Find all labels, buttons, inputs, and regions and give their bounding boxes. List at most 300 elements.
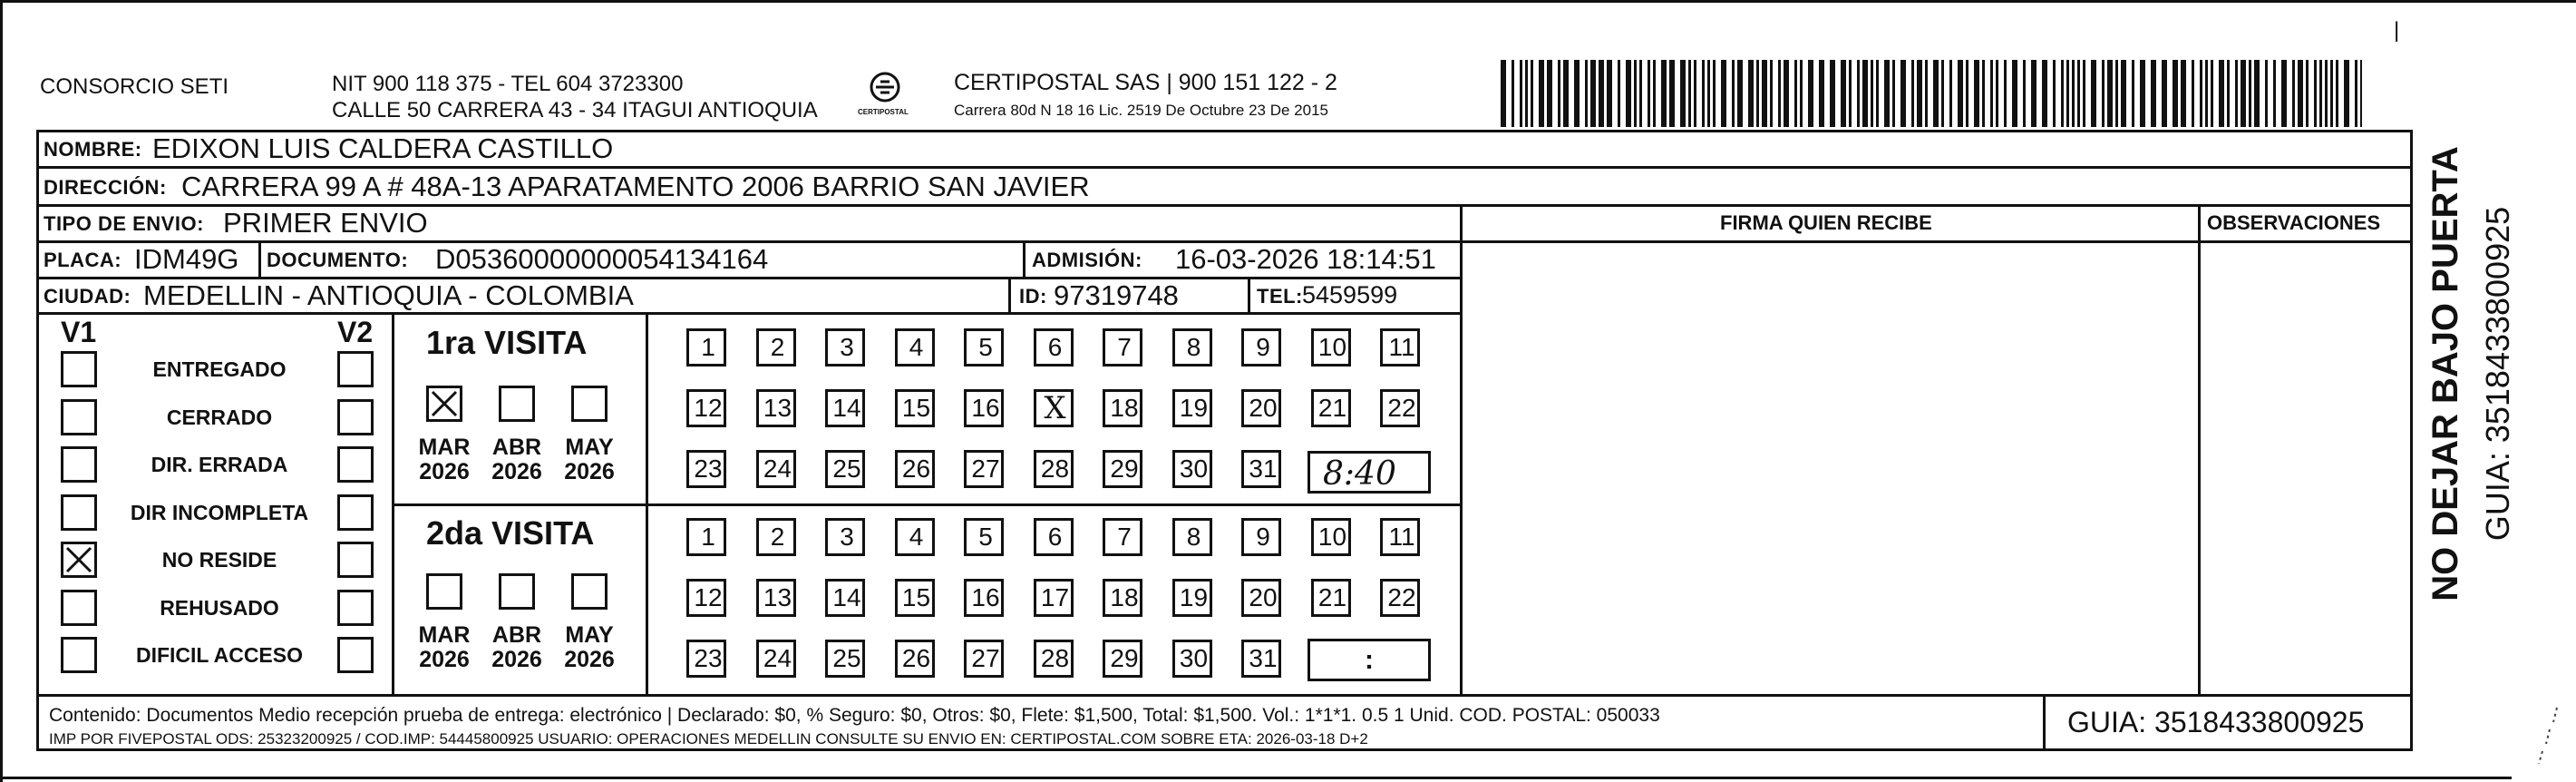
barcode-bar [1539, 60, 1544, 127]
status-label: DIFICIL ACCESO [135, 643, 303, 667]
barcode-bar [1639, 60, 1642, 127]
day-number: 13 [763, 394, 792, 422]
status-label: ENTREGADO [152, 357, 287, 381]
month-year: 2026 [491, 647, 542, 672]
barcode-bar [2053, 60, 2056, 127]
city-label: CIUDAD: [44, 285, 131, 308]
v2-header: V2 [337, 316, 374, 348]
barcode-bar [1501, 60, 1506, 127]
barcode-bar [2325, 60, 2328, 127]
day-box[interactable] [1241, 389, 1281, 427]
barcode-bar [1661, 60, 1667, 127]
day-number: 2 [770, 523, 785, 551]
footer-guia: GUIA: 3518433800925 [2067, 706, 2365, 738]
month-name: ABR [491, 622, 542, 648]
tel-value: 5459599 [1302, 281, 1398, 308]
day-box[interactable] [1241, 450, 1281, 488]
visit2-time-box [1307, 639, 1431, 681]
day-box[interactable] [1172, 328, 1212, 367]
day-box[interactable] [1380, 518, 1420, 556]
barcode-bar [1618, 60, 1620, 127]
day-number: 12 [694, 394, 723, 422]
day-number: 26 [901, 644, 931, 672]
barcode-bar [1996, 60, 1998, 127]
handwritten-mark [2530, 704, 2566, 767]
barcode-bar [2004, 60, 2007, 127]
barcode-bar [1585, 60, 1588, 127]
day-number: 5 [978, 333, 993, 361]
barcode-bar [2200, 60, 2202, 127]
barcode-bar [1974, 60, 1979, 127]
barcode-bar [1794, 60, 1797, 127]
barcode-bar [1590, 60, 1596, 127]
barcode-bar [2162, 60, 2167, 127]
day-number: 16 [971, 583, 1000, 611]
barcode-bar [1707, 60, 1710, 127]
day-number: 21 [1317, 394, 1347, 422]
barcode-bar [1857, 60, 1860, 127]
barcode-bar [1982, 60, 1985, 127]
barcode-bar [2031, 60, 2036, 127]
barcode-bar [2360, 60, 2362, 127]
visit1-title: 1ra VISITA [426, 324, 588, 361]
month-year: 2026 [564, 459, 615, 484]
day-number: 28 [1040, 455, 1070, 483]
month-checkbox[interactable] [571, 386, 608, 422]
day-box[interactable] [1103, 450, 1142, 488]
month-name: ABR [491, 435, 542, 460]
day-box[interactable] [964, 328, 1004, 367]
barcode-bar [1732, 60, 1735, 127]
document-value: D05360000000054134164 [435, 243, 769, 275]
day-number: 21 [1317, 583, 1347, 611]
visit-split-line [392, 503, 1462, 506]
day-box[interactable] [1103, 640, 1142, 678]
day-number: 20 [1249, 583, 1278, 611]
barcode-bar [2265, 60, 2268, 127]
barcode-bar [1574, 60, 1580, 127]
barcode-bar [1737, 60, 1743, 127]
day-number: 24 [763, 644, 792, 672]
day-box[interactable] [825, 389, 865, 427]
month-label [562, 623, 617, 672]
day-number: 8 [1186, 523, 1201, 551]
contents-line: Contenido: Documentos Medio recepción prueba de entrega: electrónico | Declarado: $0, % Seguro: $0, Otros: $0, Flete: $1,500, Total: $1,500. Vol.: 1*1*1. 0.5 1 Unid. COD. POSTAL: 050033 [49, 705, 1660, 726]
company-name: CONSORCIO SETI [40, 74, 229, 99]
month-name: MAY [565, 435, 614, 460]
day-number: 18 [1110, 394, 1139, 422]
day-number: 9 [1256, 333, 1270, 361]
barcode-bar [1770, 60, 1773, 127]
barcode-bar [1862, 60, 1868, 127]
barcode-bar [2235, 60, 2238, 127]
day-number: 4 [909, 333, 924, 361]
barcode-bar [1849, 60, 1852, 127]
month-checkbox[interactable] [426, 573, 462, 610]
barcode-bar [1819, 60, 1824, 127]
v-line-footer [2043, 694, 2046, 751]
day-box[interactable] [964, 640, 1004, 678]
day-box[interactable] [1034, 579, 1074, 617]
day-box[interactable] [1103, 328, 1142, 367]
day-box[interactable] [825, 640, 865, 678]
day-box[interactable] [1172, 640, 1212, 678]
barcode-bar [1892, 60, 1895, 127]
day-box[interactable] [1241, 518, 1281, 556]
day-number: 29 [1110, 644, 1139, 672]
address-label: DIRECCIÓN: [44, 176, 167, 199]
day-box[interactable] [895, 450, 935, 488]
day-box[interactable] [756, 450, 796, 488]
day-box[interactable] [756, 328, 796, 367]
status-label: REHUSADO [160, 595, 279, 620]
day-box[interactable] [1311, 389, 1351, 427]
barcode-bar [2205, 60, 2208, 127]
barcode-bar [1925, 60, 1928, 127]
month-checkbox[interactable] [571, 573, 608, 610]
day-number: 25 [832, 455, 861, 483]
barcode-bar [2249, 60, 2251, 127]
day-box[interactable] [964, 389, 1004, 427]
day-number: 23 [694, 455, 723, 483]
month-label [490, 435, 544, 484]
day-box[interactable] [756, 389, 796, 427]
day-box[interactable] [895, 328, 935, 367]
day-number: 7 [1117, 333, 1132, 361]
visit2-title: 2da VISITA [426, 514, 595, 552]
month-year: 2026 [419, 459, 470, 484]
barcode-bar [1688, 60, 1691, 127]
day-number: 19 [1179, 583, 1209, 611]
visit1-time-box [1307, 451, 1431, 494]
admission-label: ADMISIÓN: [1032, 249, 1142, 271]
day-box[interactable] [1034, 389, 1074, 427]
barcode-bar [2306, 60, 2309, 127]
month-name: MAR [418, 435, 471, 460]
day-number: 27 [971, 455, 1000, 483]
day-number: 8 [1186, 333, 1201, 361]
day-number: 22 [1387, 583, 1416, 611]
day-number: 12 [694, 583, 723, 611]
barcode-bar [1599, 60, 1604, 127]
barcode-bar [1756, 60, 1759, 127]
day-box[interactable] [1034, 328, 1074, 367]
status-label: CERRADO [166, 405, 273, 429]
status-label: DIR INCOMPLETA [130, 500, 309, 524]
day-number: 11 [1388, 333, 1415, 361]
day-box[interactable] [686, 640, 726, 678]
barcode-bar [2273, 60, 2276, 127]
month-checkbox[interactable] [426, 386, 462, 422]
day-box[interactable] [686, 389, 726, 427]
barcode-bar [1871, 60, 1873, 127]
day-box[interactable] [1034, 450, 1074, 488]
day-number: 4 [909, 523, 924, 551]
admission-value: 16-03-2026 18:14:51 [1175, 243, 1436, 275]
day-number: 3 [840, 333, 854, 361]
side-guia: GUIA: 3518433800925 [2479, 206, 2516, 542]
month-checkbox[interactable] [499, 386, 535, 422]
barcode-bar [1531, 60, 1533, 127]
id-divider [1248, 277, 1250, 313]
barcode-bar [2330, 60, 2333, 127]
day-number: 14 [832, 583, 861, 611]
day-box[interactable] [1311, 518, 1351, 556]
month-year: 2026 [491, 459, 542, 484]
v-line-observations [2198, 204, 2201, 696]
barcode-bar [2023, 60, 2026, 127]
barcode-bar [1721, 60, 1726, 127]
address-line: CALLE 50 CARRERA 43 - 34 ITAGUI ANTIOQUIA [332, 98, 818, 122]
day-box[interactable] [1241, 328, 1281, 367]
barcode-bar [2241, 60, 2246, 127]
month-label [562, 435, 617, 484]
month-label [417, 435, 471, 484]
id-label: ID: [1019, 285, 1047, 308]
barcode-bar [2314, 60, 2317, 127]
day-box[interactable] [1380, 328, 1420, 367]
barcode-bar [1778, 60, 1781, 127]
day-box[interactable] [895, 640, 935, 678]
page-bottom-border [0, 777, 2512, 779]
day-box[interactable] [1034, 518, 1074, 556]
barcode-bar [2344, 60, 2349, 127]
day-number: 27 [971, 644, 1000, 672]
day-number: 30 [1179, 455, 1209, 483]
barcode-bar [2151, 60, 2156, 127]
barcode-bar [1784, 60, 1789, 127]
day-box[interactable] [686, 450, 726, 488]
day-box[interactable] [686, 518, 726, 556]
observations-header: OBSERVACIONES [2207, 211, 2381, 234]
day-box[interactable] [895, 579, 935, 617]
doc-divider [1023, 240, 1026, 278]
barcode-bar [1512, 60, 1514, 127]
city-value: MEDELLIN - ANTIOQUIA - COLOMBIA [143, 279, 634, 311]
day-number: 22 [1387, 394, 1416, 422]
barcode-bar [2227, 60, 2230, 127]
barcode-bar [1680, 60, 1686, 127]
day-box[interactable] [1172, 579, 1212, 617]
day-number: 15 [901, 583, 931, 611]
day-number: 25 [832, 644, 861, 672]
day-box[interactable] [1103, 579, 1142, 617]
day-number: 13 [763, 583, 792, 611]
barcode-bar [2140, 60, 2145, 127]
logo-wordmark: CERTIPOSTAL [858, 108, 909, 116]
barcode-bar [2012, 60, 2017, 127]
day-box[interactable] [756, 640, 796, 678]
day-box[interactable] [895, 518, 935, 556]
plate-value: IDM49G [134, 243, 239, 275]
day-box[interactable] [1241, 579, 1281, 617]
visit2-time: : [1365, 645, 1374, 675]
day-number: 28 [1040, 644, 1070, 672]
signature-header-line [1460, 240, 2413, 243]
day-number: 29 [1110, 455, 1139, 483]
city-divider [1008, 277, 1011, 313]
day-box[interactable] [1172, 389, 1212, 427]
month-checkbox[interactable] [499, 573, 535, 610]
barcode-bar [2219, 60, 2224, 127]
barcode-bar [2072, 60, 2075, 127]
day-number: 19 [1179, 394, 1209, 422]
day-box[interactable] [686, 328, 726, 367]
barcode-bar [1634, 60, 1637, 127]
day-box[interactable] [1034, 640, 1074, 678]
day-number: 3 [840, 523, 854, 551]
day-box[interactable] [825, 450, 865, 488]
barcode-bar [1841, 60, 1846, 127]
barcode-bar [1917, 60, 1922, 127]
tel-label: TEL: [1257, 285, 1303, 308]
signature-header: FIRMA QUIEN RECIBE [1720, 211, 1932, 234]
recipient-address: CARRERA 99 A # 48A-13 APARATAMENTO 2006 BARRIO SAN JAVIER [181, 171, 1090, 202]
day-number: 6 [1047, 523, 1063, 551]
imp-line: IMP POR FIVEPOSTAL ODS: 25323200925 / COD.IMP: 54445800925 USUARIO: OPERACIONES MEDELLIN CONSULTE SU ENVIO EN: CERTIPOSTAL.COM SOBRE ETA: 2026-03-18 D+2 [49, 730, 1368, 748]
day-box[interactable] [1172, 518, 1212, 556]
barcode-bar [1748, 60, 1754, 127]
barcode-bar [2042, 60, 2047, 127]
day-number: 20 [1249, 394, 1278, 422]
barcode-bar [1941, 60, 1944, 127]
day-number: 31 [1249, 644, 1278, 672]
day-box[interactable] [1311, 579, 1351, 617]
barcode-bar [1966, 60, 1968, 127]
barcode-bar [1808, 60, 1813, 127]
barcode-bar [2281, 60, 2287, 127]
day-box[interactable] [825, 579, 865, 617]
barcode-bar [2319, 60, 2322, 127]
day-number: 16 [971, 394, 1000, 422]
barcode-bar [1800, 60, 1803, 127]
day-box[interactable] [686, 579, 726, 617]
page-top-border [0, 0, 2576, 3]
barcode-bar [2254, 60, 2260, 127]
barcode-bar [1648, 60, 1650, 127]
barcode-bar [1911, 60, 1914, 127]
barcode-bar [1607, 60, 1612, 127]
day-number: 10 [1317, 333, 1347, 361]
h-line-1 [36, 166, 2413, 169]
type-label: TIPO DE ENVIO: [44, 212, 204, 235]
nit-line: NIT 900 118 375 - TEL 604 3723300 [332, 72, 684, 96]
barcode-bar [2298, 60, 2303, 127]
barcode-bar [1547, 60, 1552, 127]
day-box[interactable] [1172, 450, 1212, 488]
day-number: 2 [770, 333, 785, 361]
barcode-bar [1762, 60, 1767, 127]
day-box[interactable] [756, 518, 796, 556]
barcode-bar [1958, 60, 1963, 127]
barcode-bar [1653, 60, 1656, 127]
barcode-bar [1558, 60, 1560, 127]
day-box[interactable] [1241, 640, 1281, 678]
day-box[interactable] [895, 389, 935, 427]
barcode-bar [2173, 60, 2178, 127]
day-number: 9 [1256, 523, 1270, 551]
day-number: 17 [1040, 583, 1070, 611]
day-box[interactable] [964, 518, 1004, 556]
barcode [1501, 60, 2362, 127]
barcode-bar [2115, 60, 2118, 127]
barcode-bar [1694, 60, 1696, 127]
day-box[interactable] [1311, 328, 1351, 367]
month-year: 2026 [419, 647, 470, 672]
status-label: DIR. ERRADA [151, 453, 288, 476]
day-box[interactable] [1380, 389, 1420, 427]
barcode-bar [2083, 60, 2085, 127]
page-left-border [0, 0, 3, 782]
barcode-bar [2077, 60, 2080, 127]
day-number: 26 [901, 455, 931, 483]
barcode-bar [2091, 60, 2096, 127]
day-number: 5 [978, 523, 993, 551]
day-number: X [1044, 390, 1066, 426]
day-number: 14 [832, 394, 861, 422]
day-box[interactable] [825, 518, 865, 556]
day-number: 1 [701, 523, 715, 551]
month-label [417, 623, 471, 672]
barcode-bar [1884, 60, 1890, 127]
barcode-bar [1626, 60, 1631, 127]
barcode-bar [1949, 60, 1952, 127]
plate-divider [258, 240, 261, 278]
day-box[interactable] [825, 328, 865, 367]
day-box[interactable] [1103, 518, 1142, 556]
barcode-bar [2121, 60, 2126, 127]
barcode-bar [2107, 60, 2113, 127]
day-number: 7 [1117, 523, 1132, 551]
barcode-bar [2192, 60, 2194, 127]
day-box[interactable] [1380, 579, 1420, 617]
barcode-bar [1933, 60, 1939, 127]
day-box[interactable] [756, 579, 796, 617]
day-number: 30 [1179, 644, 1209, 672]
barcode-bar [1669, 60, 1675, 127]
day-number: 18 [1110, 583, 1139, 611]
day-box[interactable] [1103, 389, 1142, 427]
barcode-bar [1830, 60, 1835, 127]
day-number: 24 [763, 455, 792, 483]
barcode-bar [1525, 60, 1528, 127]
day-box[interactable] [964, 450, 1004, 488]
barcode-bar [1713, 60, 1716, 127]
visit1-time: 8:40 [1323, 455, 1396, 493]
v-line-signature [1460, 204, 1463, 696]
id-value: 97319748 [1054, 279, 1179, 311]
month-name: MAY [565, 622, 614, 648]
month-label [490, 623, 544, 672]
day-box[interactable] [964, 579, 1004, 617]
day-number: 31 [1249, 455, 1278, 483]
corner-mark: | [2394, 18, 2400, 43]
barcode-bar [2336, 60, 2338, 127]
barcode-bar [1876, 60, 1879, 127]
barcode-bar [2132, 60, 2134, 127]
document-label: DOCUMENTO: [267, 249, 409, 271]
shipment-type: PRIMER ENVIO [223, 207, 428, 239]
barcode-bar [2181, 60, 2186, 127]
barcode-bar [1520, 60, 1522, 127]
carrier-line: CERTIPOSTAL SAS | 900 151 122 - 2 [954, 70, 1337, 95]
plate-label: PLACA: [44, 249, 122, 271]
name-label: NOMBRE: [44, 138, 142, 161]
day-number: 10 [1317, 523, 1347, 551]
barcode-bar [2066, 60, 2069, 127]
v1-header: V1 [61, 316, 97, 348]
barcode-bar [1990, 60, 1993, 127]
